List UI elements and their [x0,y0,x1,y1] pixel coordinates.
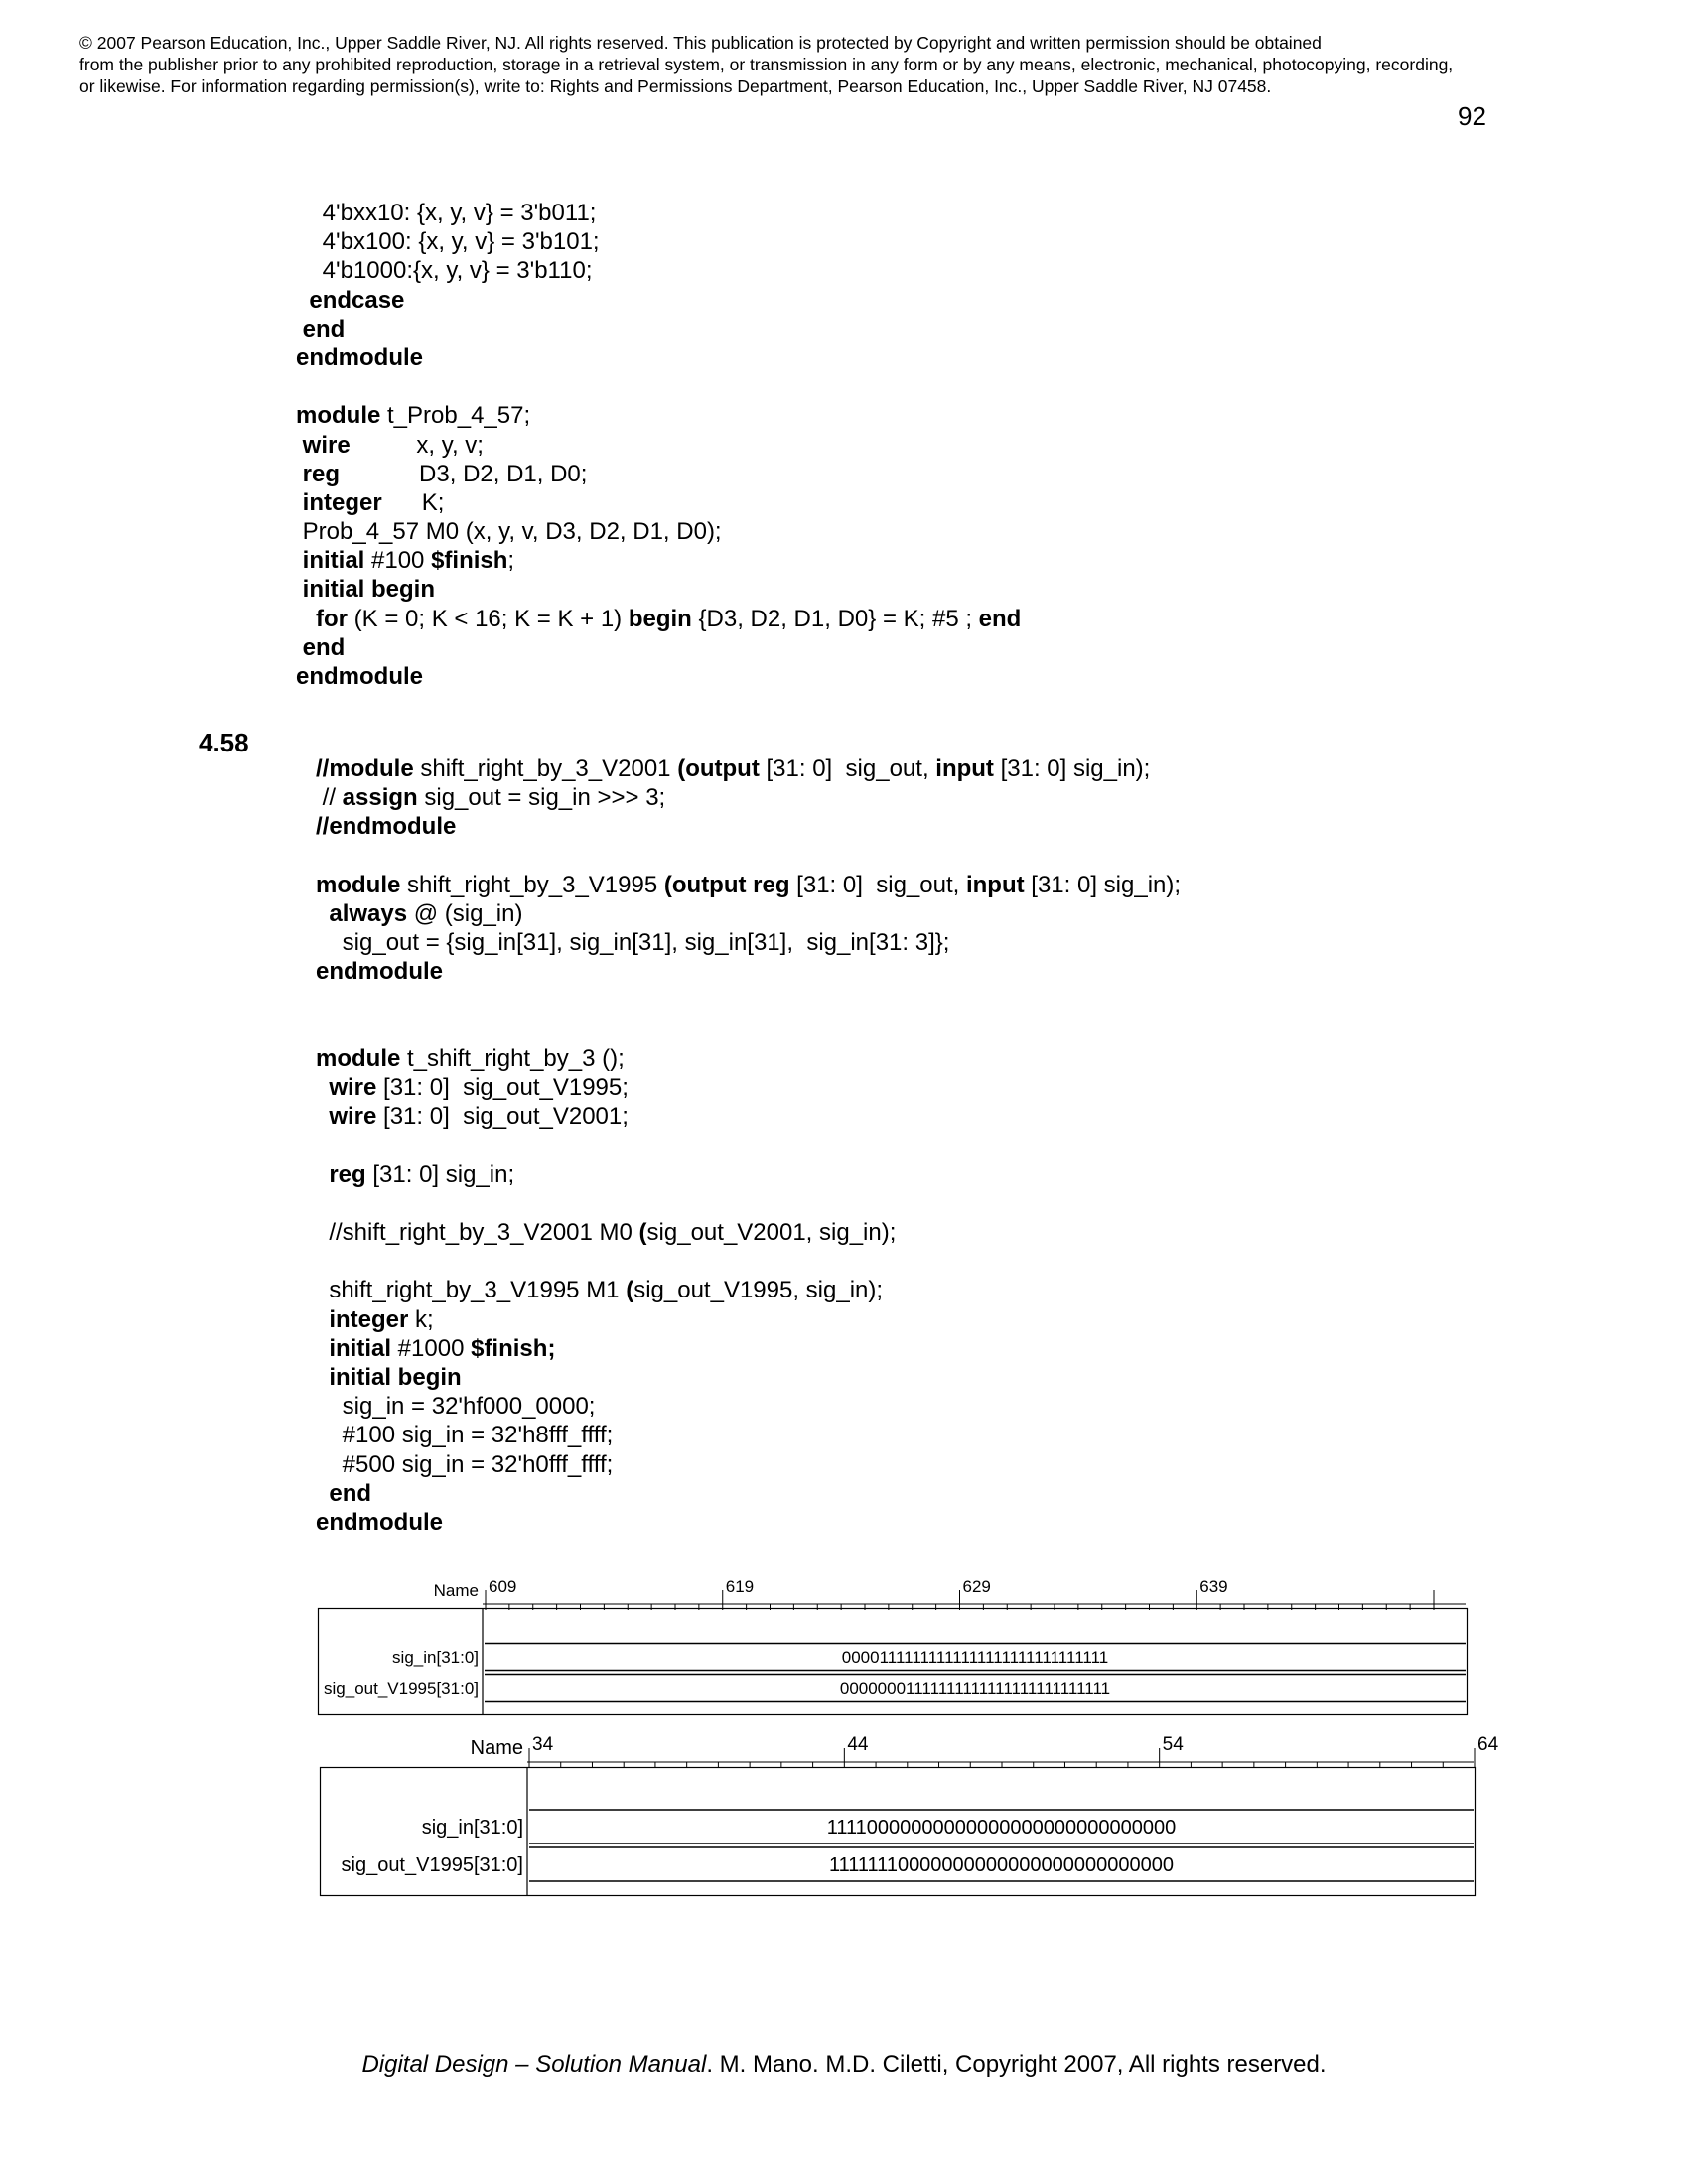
code-listing-4-58 [316,754,1181,1537]
code-line [316,871,1181,899]
code-line [316,1189,1181,1218]
code-keyword: module [316,1044,401,1072]
code-text: shift_right_by_3_V1995 M1 [316,1277,627,1304]
code-line [316,1016,1181,1044]
code-keyword: //endmodule [316,813,457,841]
code-text: 4'b1000:{x, y, v} = 3'b110; [296,257,593,285]
code-text [316,1364,329,1391]
code-line [296,256,1021,285]
code-keyword: input [965,871,1025,898]
code-line [316,783,1181,812]
code-text: @ (sig_in) [407,899,523,927]
code-text: shift_right_by_3_V2001 [413,755,678,782]
code-text [296,316,303,342]
tick-label: 609 [489,1577,517,1596]
code-line [296,372,1021,401]
code-text [316,1480,329,1507]
code-line [316,1508,1181,1537]
code-line [316,1479,1181,1508]
code-keyword: endmodule [316,1508,444,1536]
copyright-line: from the publisher prior to any prohibited reproduction, storage in a retrieval system, or transmission in any form or by any means, electronic, mechanical, photocopying, recording, [79,55,1454,74]
page-footer [0,2051,1688,2079]
code-line [316,987,1181,1016]
copyright-line: or likewise. For information regarding permission(s), write to: Rights and Permissions Department, Pearson Education, Inc., Upper Saddle River, NJ 07458. [79,76,1272,96]
code-text: sig_out_V2001, sig_in); [646,1219,897,1246]
signal-value: 00001111111111111111111111111111 [841,1647,1109,1667]
code-keyword: end [978,605,1022,632]
code-line [316,1363,1181,1392]
code-keyword: //module [316,755,414,782]
code-keyword: ( [638,1219,647,1246]
code-line [316,1160,1181,1189]
problem-number: 4.58 [199,728,249,757]
tick-label: 629 [962,1577,991,1596]
code-line [316,1305,1181,1334]
code-text [316,1161,329,1188]
waveform-plot [318,1719,1499,1898]
code-line [316,1450,1181,1479]
tick-label: 619 [725,1577,755,1596]
code-listing-4-57 [296,199,1021,691]
code-line [316,1276,1181,1304]
code-keyword: ( [626,1277,634,1304]
page-number: 92 [1458,101,1486,131]
code-text: {D3, D2, D1, D0} = K; #5 ; [691,605,979,632]
code-text: [31: 0] sig_in); [1024,871,1182,898]
code-text: [31: 0] sig_in; [365,1160,515,1188]
code-keyword: module [296,402,381,430]
code-text [296,287,309,314]
code-keyword: wire [302,431,351,459]
code-keyword: end [329,1479,372,1507]
code-text [296,606,316,632]
tick-label: 64 [1477,1734,1499,1755]
code-text: [31: 0] sig_out, [789,871,966,898]
code-keyword: initial begin [302,576,436,604]
code-line [296,488,1021,517]
code-text [296,461,303,487]
code-text: 4'bxx10: {x, y, v} = 3'b011; [296,200,597,226]
code-line [296,315,1021,343]
code-text: (K = 0; K < 16; K = K + 1) [348,605,629,632]
code-text: //shift_right_by_3_V2001 M0 [316,1219,639,1246]
signal-name: sig_out_V1995[31:0] [341,1854,523,1876]
code-keyword: integer [329,1305,409,1333]
code-line [316,812,1181,841]
code-line [316,1218,1181,1247]
code-line [296,227,1021,256]
code-keyword: wire [329,1103,377,1131]
code-keyword: endmodule [296,343,424,371]
code-keyword: (output reg [663,871,790,898]
code-line [316,1421,1181,1449]
code-keyword: assign [342,784,418,812]
code-text: t_Prob_4_57; [380,402,531,430]
code-line [316,1334,1181,1363]
code-line [316,899,1181,928]
name-column-header: Name [470,1737,523,1759]
code-text: t_shift_right_by_3 (); [400,1044,625,1072]
tick-label: 54 [1162,1734,1184,1755]
code-text [296,576,303,603]
code-line [316,1073,1181,1102]
code-text: k; [408,1305,434,1333]
code-line [316,1131,1181,1160]
code-text: sig_out = sig_in >>> 3; [417,784,666,812]
code-text: #500 sig_in = 32'h0fff_ffff; [316,1450,614,1478]
waveform-panel-2 [318,1719,1499,1898]
code-text [296,432,303,459]
code-text: sig_in = 32'hf000_0000; [316,1393,596,1421]
code-line [296,546,1021,575]
code-keyword: (output [677,755,760,782]
waveform-plot [318,1569,1470,1717]
code-line [296,401,1021,430]
code-text: sig_out_V1995, sig_in); [633,1277,884,1304]
code-text: sig_out = {sig_in[31], sig_in[31], sig_in[31], sig_in[31: 3]}; [316,929,950,957]
code-line [316,754,1181,783]
code-keyword: endmodule [296,663,424,690]
code-line [296,575,1021,604]
code-text [316,1306,329,1333]
code-keyword: always [329,899,408,927]
code-line [316,1247,1181,1276]
code-keyword: initial [302,547,365,575]
code-keyword: integer [302,488,382,516]
signal-value: 00000001111111111111111111111111 [839,1678,1111,1698]
code-line [316,1044,1181,1073]
code-keyword: end [302,315,346,342]
code-keyword: wire [329,1074,377,1102]
code-line [296,460,1021,488]
code-line [296,431,1021,460]
code-line [316,1102,1181,1131]
code-text: D3, D2, D1, D0; [340,460,588,487]
code-text [316,900,329,927]
code-line [296,605,1021,633]
code-text: Prob_4_57 M0 (x, y, v, D3, D2, D1, D0); [296,518,722,546]
tick-label: 44 [847,1734,869,1755]
footer-book-title: Digital Design – Solution Manual [361,2051,707,2078]
code-text: shift_right_by_3_V1995 [400,871,664,898]
code-text: x, y, v; [350,431,484,459]
code-text: #1000 [391,1334,472,1362]
signal-value: 11111110000000000000000000000000 [828,1854,1175,1876]
code-text: ; [507,547,515,575]
code-keyword: $finish [431,547,508,575]
code-keyword: begin [628,605,692,632]
code-line [296,517,1021,546]
signal-name: sig_in[31:0] [392,1647,479,1667]
copyright-notice [79,32,1628,97]
code-line [296,662,1021,691]
code-text [296,489,303,516]
code-keyword: for [316,605,349,632]
code-text: // [316,784,343,812]
code-text: [31: 0] sig_in); [993,755,1151,782]
code-keyword: $finish; [471,1334,556,1362]
code-line [296,199,1021,227]
code-text: [31: 0] sig_out, [759,755,936,782]
code-text: K; [381,488,445,516]
code-line [296,343,1021,372]
code-keyword: endcase [309,286,405,314]
code-text: [31: 0] sig_out_V1995; [376,1074,629,1102]
code-keyword: module [316,871,401,898]
waveform-panel-1 [318,1569,1470,1717]
code-text: [31: 0] sig_out_V2001; [376,1103,629,1131]
signal-name: sig_out_V1995[31:0] [324,1678,479,1698]
code-keyword: initial [329,1334,392,1362]
tick-label: 639 [1199,1577,1228,1596]
code-keyword: end [302,633,346,661]
code-text [296,634,303,661]
code-line [316,928,1181,957]
code-keyword: input [935,755,994,782]
tick-label: 34 [532,1734,554,1755]
code-keyword: reg [302,460,341,487]
signal-name: sig_in[31:0] [421,1817,523,1839]
code-line [296,286,1021,315]
code-line [316,842,1181,871]
code-text: #100 [364,547,432,575]
code-text [316,1335,329,1362]
code-keyword: initial begin [329,1363,462,1391]
code-text [296,547,303,574]
code-line [316,957,1181,986]
code-line [296,633,1021,662]
code-line [316,1392,1181,1421]
code-text [316,1103,329,1130]
signal-value: 11110000000000000000000000000000 [826,1817,1177,1839]
code-text: 4'bx100: {x, y, v} = 3'b101; [296,228,600,256]
code-keyword: endmodule [316,958,444,986]
footer-credits: . M. Mano. M.D. Ciletti, Copyright 2007, All rights reserved. [706,2051,1327,2078]
code-text [316,1074,329,1101]
code-text: #100 sig_in = 32'h8fff_ffff; [316,1422,614,1449]
name-column-header: Name [433,1581,479,1600]
code-keyword: reg [329,1160,366,1188]
copyright-line: © 2007 Pearson Education, Inc., Upper Saddle River, NJ. All rights reserved. This publication is protected by Copyright and written permission should be obtained [79,33,1322,53]
